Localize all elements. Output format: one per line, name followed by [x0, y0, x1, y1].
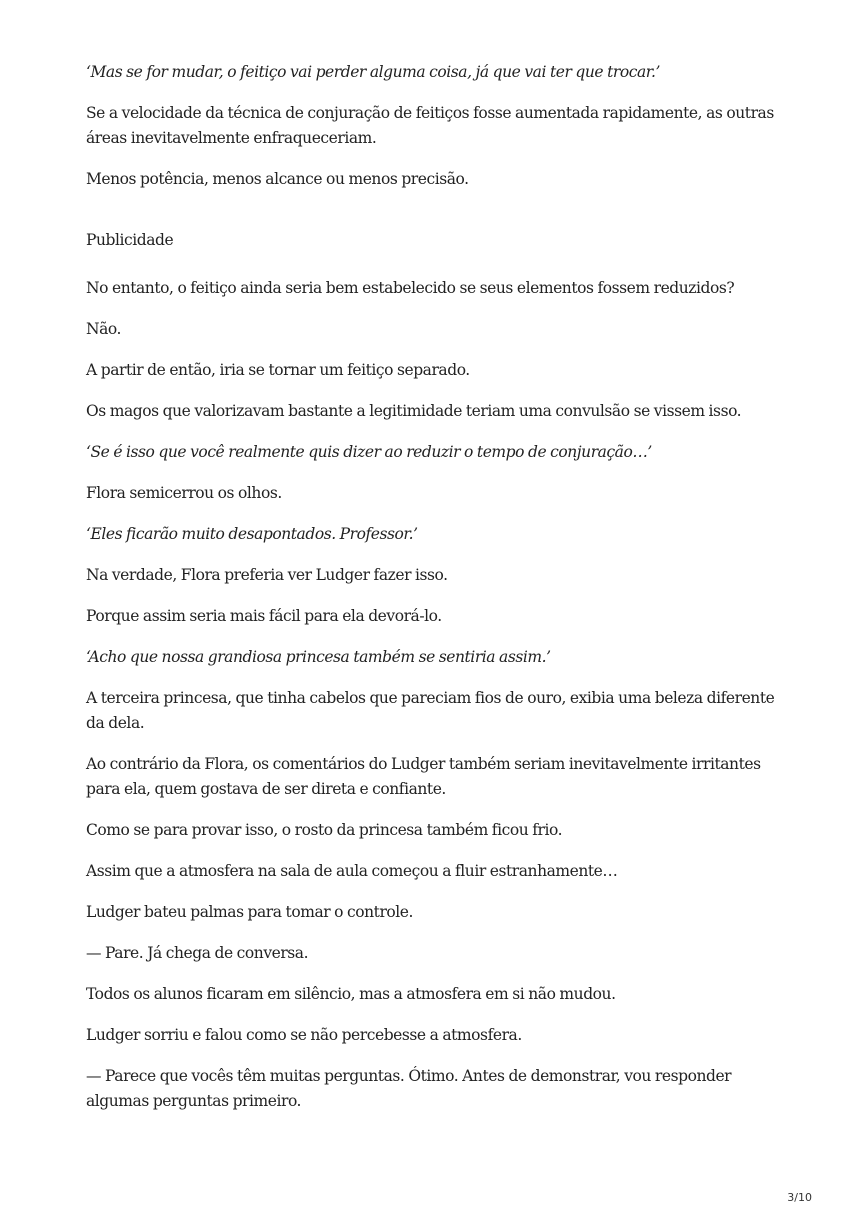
- paragraph: ‘Eles ficarão muito desapontados. Professor.’: [86, 525, 418, 543]
- paragraph: Ludger bateu palmas para tomar o controle.: [86, 903, 414, 921]
- page-number: 3/10: [787, 1191, 812, 1204]
- paragraph: A terceira princesa, que tinha cabelos que pareciam fios de ouro, exibia uma beleza diferente da dela.: [86, 689, 775, 732]
- paragraph: — Parece que vocês têm muitas perguntas. Ótimo. Antes de demonstrar, vou responder algumas perguntas primeiro.: [86, 1067, 732, 1110]
- paragraph: Não.: [86, 320, 121, 338]
- advertisement-label: Publicidade: [86, 231, 174, 249]
- paragraph: Ludger sorriu e falou como se não percebesse a atmosfera.: [86, 1026, 522, 1044]
- paragraph: Assim que a atmosfera na sala de aula começou a fluir estranhamente…: [86, 862, 618, 880]
- paragraph: Como se para provar isso, o rosto da princesa também ficou frio.: [86, 821, 563, 839]
- paragraph: Menos potência, menos alcance ou menos precisão.: [86, 170, 469, 188]
- paragraph: Ao contrário da Flora, os comentários do Ludger também seriam inevitavelmente irritantes para ela, quem gostava de ser direta e confiante.: [86, 755, 761, 798]
- paragraph: Os magos que valorizavam bastante a legitimidade teriam uma convulsão se vissem isso.: [86, 402, 742, 420]
- paragraph: Flora semicerrou os olhos.: [86, 484, 282, 502]
- paragraph: Todos os alunos ficaram em silêncio, mas a atmosfera em si não mudou.: [86, 985, 616, 1003]
- document-body: [86, 60, 786, 1130]
- paragraph: Na verdade, Flora preferia ver Ludger fazer isso.: [86, 566, 448, 584]
- paragraph: Porque assim seria mais fácil para ela devorá-lo.: [86, 607, 442, 625]
- paragraph: No entanto, o feitiço ainda seria bem estabelecido se seus elementos fossem reduzidos?: [86, 279, 735, 297]
- paragraph: ‘Mas se for mudar, o feitiço vai perder alguma coisa, já que vai ter que trocar.’: [86, 63, 660, 81]
- paragraph: Se a velocidade da técnica de conjuração de feitiços fosse aumentada rapidamente, as outras áreas inevitavelmente enfraqueceriam.: [86, 104, 774, 147]
- paragraph: A partir de então, iria se tornar um feitiço separado.: [86, 361, 470, 379]
- paragraph: — Pare. Já chega de conversa.: [86, 944, 309, 962]
- paragraph: ‘Acho que nossa grandiosa princesa também se sentiria assim.’: [86, 648, 551, 666]
- paragraph: ‘Se é isso que você realmente quis dizer ao reduzir o tempo de conjuração…’: [86, 443, 652, 461]
